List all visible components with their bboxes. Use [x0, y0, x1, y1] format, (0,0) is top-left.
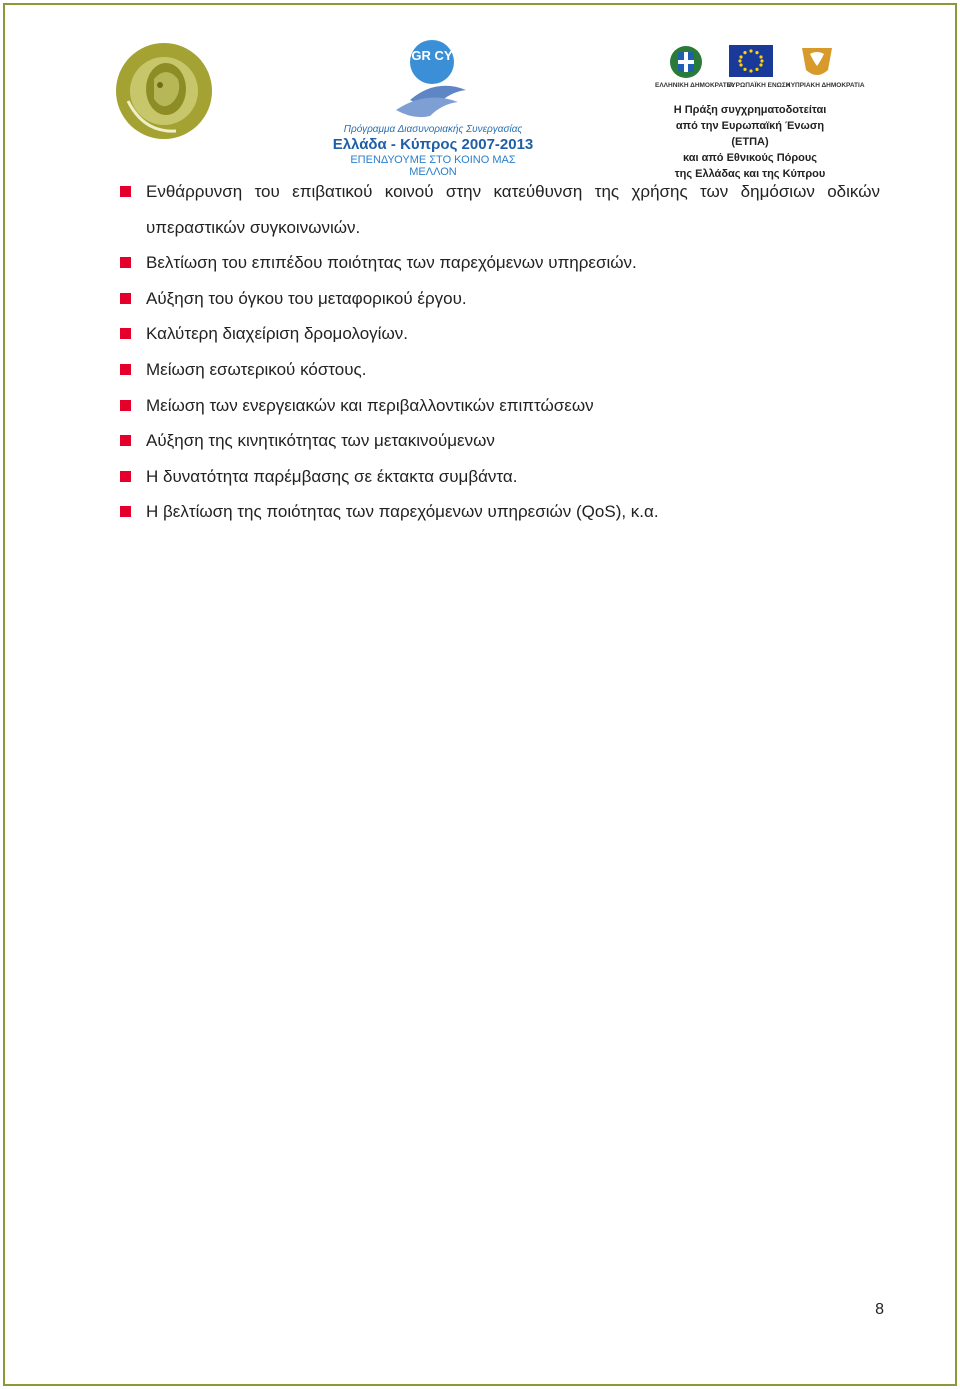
bullet-square-icon	[120, 257, 131, 268]
funding-line: και από Εθνικούς Πόρους	[682, 152, 818, 164]
list-item	[120, 494, 880, 530]
lais-logo-icon	[114, 41, 214, 141]
list-item	[120, 174, 880, 245]
list-item-text: Καλύτερη διαχείριση δρομολογίων.	[146, 324, 408, 344]
funding-line: Η Πράξη συγχρηματοδοτείται	[673, 104, 827, 116]
list-item-text: Αύξηση της κινητικότητας των μετακινούμενων	[146, 431, 495, 451]
grcy-logo	[326, 38, 540, 178]
bullet-square-icon	[120, 435, 131, 446]
label-eu: ΕΥΡΩΠΑΪΚΗ ΕΝΩΣΗ	[727, 82, 791, 89]
bullet-square-icon	[120, 328, 131, 339]
dolphin-logo-icon	[326, 38, 540, 124]
page-header	[0, 0, 960, 180]
list-item	[120, 316, 880, 352]
bullet-square-icon	[120, 506, 131, 517]
list-item-text: Ενθάρρυνση του επιβατικού κοινού στην κατεύθυνση της χρήσης των δημόσιων οδικών υπεραστικών συγκοινωνιών.	[146, 182, 880, 237]
grcy-programme: Πρόγραμμα Διασυνοριακής Συνεργασίας	[343, 124, 523, 135]
bullet-square-icon	[120, 293, 131, 304]
list-item	[120, 459, 880, 495]
page-number: 8	[875, 1301, 884, 1318]
emblem-labels	[650, 82, 865, 94]
list-item	[120, 388, 880, 424]
list-item	[120, 281, 880, 317]
benefits-list	[120, 174, 880, 530]
list-item-text: Αύξηση του όγκου του μεταφορικού έργου.	[146, 288, 467, 308]
list-item	[120, 423, 880, 459]
funding-statement	[670, 102, 830, 182]
grcy-title: Ελλάδα - Κύπρος 2007-2013	[332, 136, 534, 153]
grcy-letters: GR CY	[411, 48, 453, 63]
list-item-text: Η βελτίωση της ποιότητας των παρεχόμενων υπηρεσιών (QoS), κ.α.	[146, 502, 659, 522]
bullet-square-icon	[120, 364, 131, 375]
funding-line: της Ελλάδας και της Κύπρου	[674, 168, 826, 180]
list-item-text: Βελτίωση του επιπέδου ποιότητας των παρεχόμενων υπηρεσιών.	[146, 253, 637, 273]
cyprus-coat-of-arms-icon	[802, 48, 832, 75]
bullet-square-icon	[120, 186, 131, 197]
list-item-text: Η δυνατότητα παρέμβασης σε έκτακτα συμβάντα.	[146, 466, 518, 486]
funding-logos	[650, 42, 865, 180]
list-item-text: Μείωση των ενεργειακών και περιβαλλοντικών επιπτώσεων	[146, 395, 594, 415]
bullet-square-icon	[120, 400, 131, 411]
label-cyprus: ΚΥΠΡΙΑΚΗ ΔΗΜΟΚΡΑΤΙΑ	[786, 82, 865, 89]
list-item	[120, 245, 880, 281]
greek-coat-of-arms-icon	[670, 46, 702, 78]
grcy-slogan: ΕΠΕΝΔΥΟΥΜΕ ΣΤΟ ΚΟΙΝΟ ΜΑΣ ΜΕΛΛΟΝ	[350, 154, 516, 178]
list-item	[120, 352, 880, 388]
list-item-text: Μείωση εσωτερικού κόστους.	[146, 359, 367, 379]
eu-flag-icon	[729, 45, 773, 77]
label-greece: ΕΛΛΗΝΙΚΗ ΔΗΜΟΚΡΑΤΙΑ	[655, 82, 734, 89]
funding-line: από την Ευρωπαϊκή Ένωση (ΕΤΠΑ)	[675, 120, 825, 148]
bullet-square-icon	[120, 471, 131, 482]
